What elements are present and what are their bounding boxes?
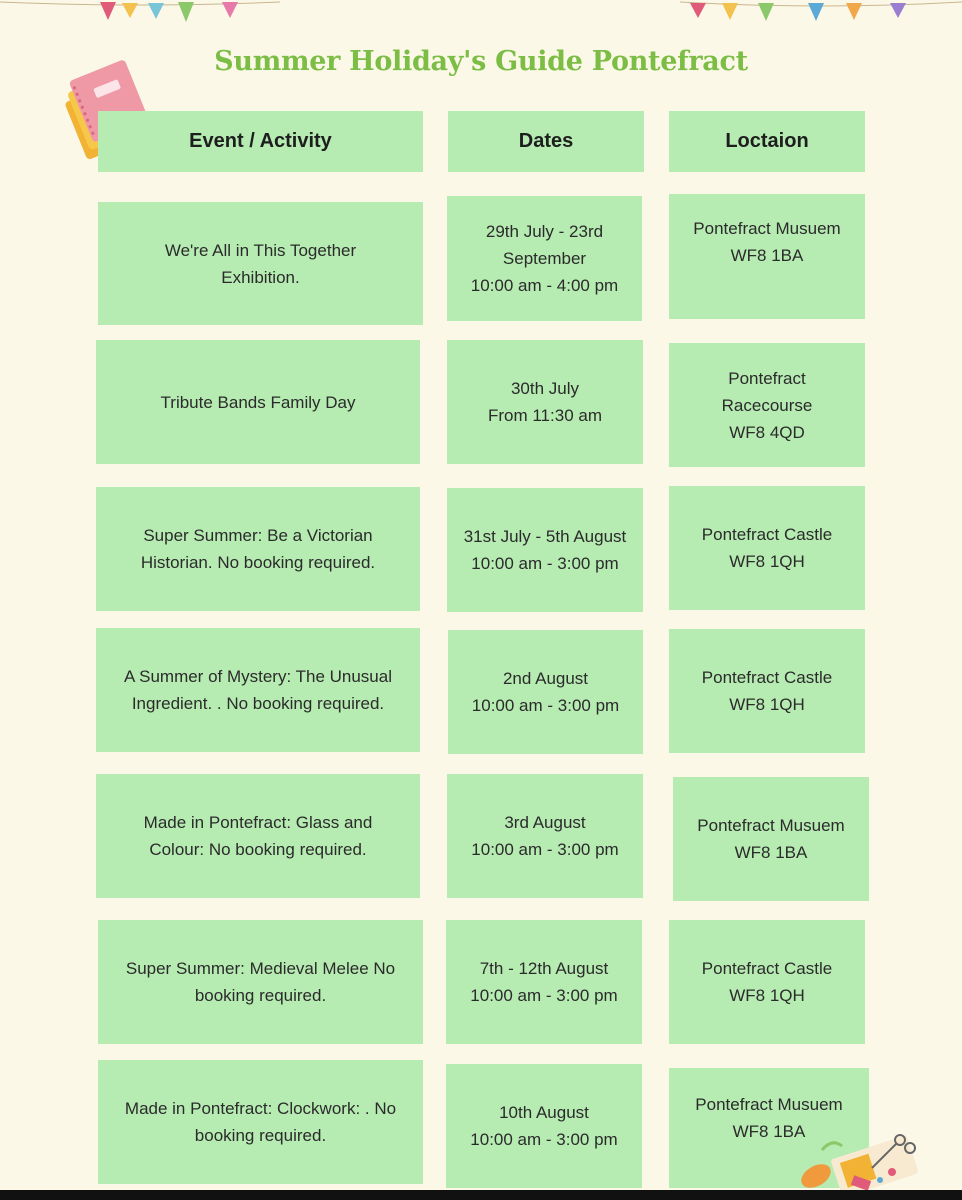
dates-cell: 29th July - 23rd September 10:00 am - 4:00 pm	[447, 196, 642, 321]
location-cell: Pontefract Castle WF8 1QH	[669, 629, 865, 753]
event-cell: A Summer of Mystery: The Unusual Ingredient. . No booking required.	[96, 628, 420, 752]
craft-supplies-icon	[792, 1120, 932, 1200]
dates-cell: 10th August 10:00 am - 3:00 pm	[446, 1064, 642, 1188]
event-cell: Super Summer: Be a Victorian Historian. No booking required.	[96, 487, 420, 611]
dates-cell: 2nd August 10:00 am - 3:00 pm	[448, 630, 643, 754]
event-cell: Super Summer: Medieval Melee No booking required.	[98, 920, 423, 1044]
header-dates: Dates	[448, 111, 644, 172]
dates-cell: 31st July - 5th August 10:00 am - 3:00 pm	[447, 488, 643, 612]
bunting-flags-icon	[0, 0, 962, 26]
event-cell: Made in Pontefract: Clockwork: . No booking required.	[98, 1060, 423, 1184]
event-cell: We're All in This Together Exhibition.	[98, 202, 423, 325]
event-cell: Made in Pontefract: Glass and Colour: No booking required.	[96, 774, 420, 898]
location-cell: Pontefract Castle WF8 1QH	[669, 486, 865, 610]
page-title: Summer Holiday's Guide Pontefract	[214, 46, 748, 77]
location-cell: Pontefract Castle WF8 1QH	[669, 920, 865, 1044]
location-cell: Pontefract Musuem WF8 1BA	[669, 1068, 869, 1188]
dates-cell: 7th - 12th August 10:00 am - 3:00 pm	[446, 920, 642, 1044]
dates-cell: 30th July From 11:30 am	[447, 340, 643, 464]
header-location: Loctaion	[669, 111, 865, 172]
location-cell: Pontefract Racecourse WF8 4QD	[669, 343, 865, 467]
event-cell: Tribute Bands Family Day	[96, 340, 420, 464]
header-event: Event / Activity	[98, 111, 423, 172]
bottom-bar	[0, 1190, 962, 1200]
dates-cell: 3rd August 10:00 am - 3:00 pm	[447, 774, 643, 898]
location-cell: Pontefract Musuem WF8 1BA	[669, 194, 865, 319]
location-cell: Pontefract Musuem WF8 1BA	[673, 777, 869, 901]
